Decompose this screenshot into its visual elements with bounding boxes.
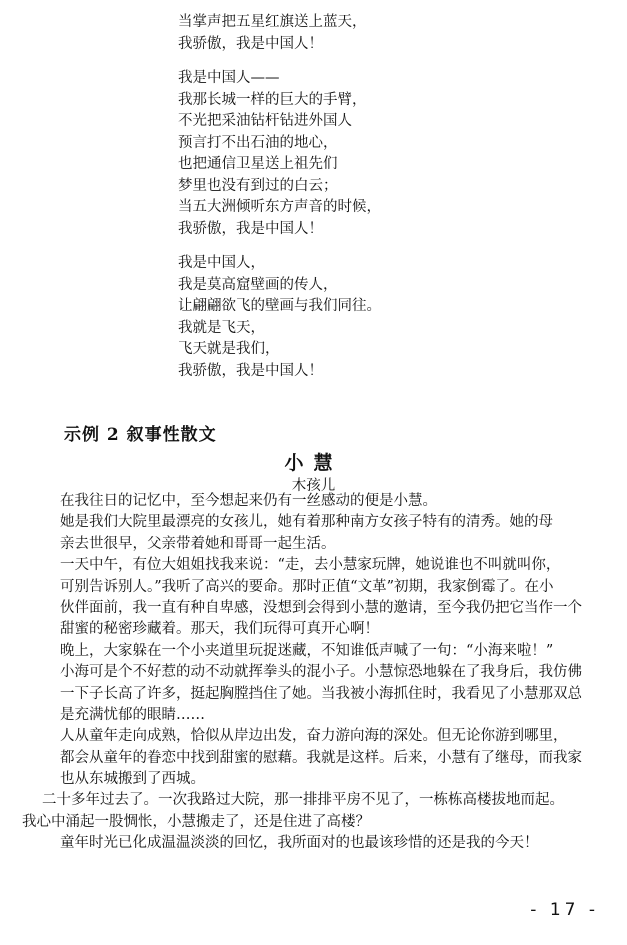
poem-line: 我骄傲，我是中国人！ [178, 362, 323, 379]
essay-line: 甜蜜的秘密珍藏着。那天，我们玩得可真开心啊！ [60, 621, 379, 638]
poem-line: 我是中国人—— [178, 70, 280, 86]
poem-line: 梦里也没有到过的白云； [178, 177, 338, 194]
essay-line: 我心中涌起一股惆怅，小慧搬走了，还是住进了高楼？ [22, 813, 370, 830]
essay-line: 在我往日的记忆中，至今想起来仍有一丝感动的便是小慧。 [60, 493, 437, 509]
poem-line: 当五大洲倾听东方声音的时候， [178, 199, 381, 215]
poem [178, 12, 598, 395]
poem-line: 当掌声把五星红旗送上蓝天， [178, 14, 367, 30]
essay-line: 晚上，大家躲在一个小夹道里玩捉迷藏，不知谁低声喊了一句：“小海来啦！” [60, 642, 554, 659]
poem-line: 预言打不出石油的地心， [178, 134, 338, 151]
page-number: - 17 - [530, 900, 599, 920]
essay-line: 一下子长高了许多，挺起胸膛挡住了她。当我被小海抓住时，我看见了小慧那双总 [60, 685, 582, 702]
poem-line: 我骄傲，我是中国人！ [178, 220, 323, 237]
essay-line: 她是我们大院里最漂亮的女孩儿，她有着那种南方女孩子特有的清秀。她的母 [60, 514, 553, 531]
essay-line: 人从童年走向成熟，恰似从岸边出发，奋力游向海的深处。但无论你游到哪里， [60, 728, 568, 745]
essay-line: 也从东城搬到了西城。 [60, 771, 205, 788]
essay-line: 是充满忧郁的眼睛…… [60, 706, 205, 723]
poem-line: 我就是飞天， [178, 319, 265, 336]
essay-line: 一天中午，有位大姐姐找我来说：“走，去小慧家玩牌，她说谁也不叫就叫你， [60, 557, 561, 574]
essay-line: 伙伴面前，我一直有种自卑感，没想到会得到小慧的邀请，至今我仍把它当作一个 [60, 599, 582, 616]
essay-line: 小海可是个不好惹的动不动就挥拳头的混小子。小慧惊恐地躲在了我身后，我仿佛 [60, 664, 582, 681]
essay-line: 二十多年过去了。一次我路过大院，那一排排平房不见了，一栋栋高楼拔地而起。 [42, 792, 564, 809]
essay-body [22, 491, 602, 855]
section-heading: 示例 2 叙事性散文 [64, 425, 217, 445]
poem-stanza-1 [178, 12, 598, 55]
poem-line: 让翩翩欲飞的壁画与我们同往。 [178, 298, 381, 314]
poem-line: 我那长城一样的巨大的手臂， [178, 91, 367, 108]
essay-line: 都会从童年的眷恋中找到甜蜜的慰藉。我就是这样。后来，小慧有了继母，而我家 [60, 749, 582, 766]
essay-title: 小慧 [284, 452, 343, 474]
essay-author: 木孩儿 [291, 478, 336, 494]
poem-line: 我是莫高窟壁画的传人， [178, 276, 338, 293]
poem-line: 我是中国人， [178, 255, 265, 271]
poem-line: 不光把采油钻杆钻进外国人 [178, 113, 352, 129]
poem-stanza-2 [178, 68, 598, 240]
poem-line: 也把通信卫星送上祖先们 [178, 156, 338, 172]
poem-stanza-3 [178, 253, 598, 382]
essay-line: 亲去世很早，父亲带着她和哥哥一起生活。 [60, 535, 336, 552]
essay-line: 可别告诉别人。”我听了高兴的要命。那时正值“文革”初期，我家倒霉了。在小 [60, 578, 554, 595]
poem-line: 飞天就是我们， [178, 341, 280, 357]
essay-line: 童年时光已化成温温淡淡的回忆，我所面对的也最该珍惜的还是我的今天！ [60, 835, 539, 852]
poem-line: 我骄傲，我是中国人！ [178, 35, 323, 52]
